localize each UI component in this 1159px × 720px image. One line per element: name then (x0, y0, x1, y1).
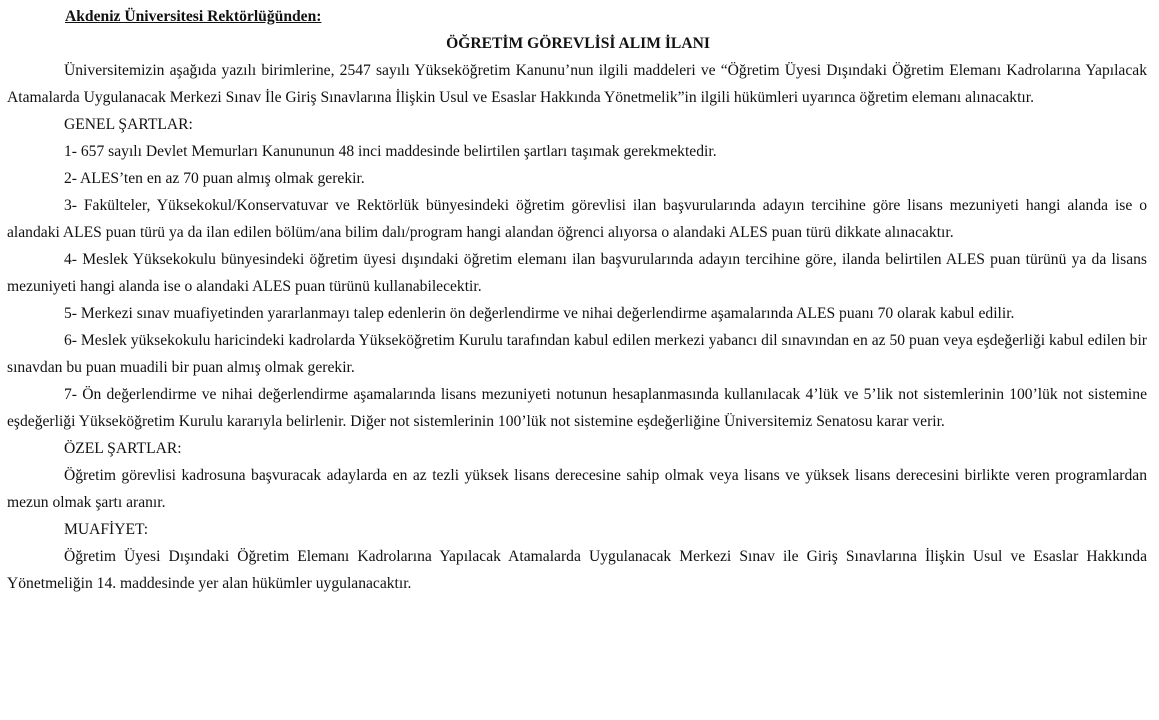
general-condition-5: 5- Merkezi sınav muafiyetinden yararlanmayı talep edenlerin ön değerlendirme ve nihai değerlendirme aşamalarında ALES puanı 70 olarak kabul edilir. (64, 305, 1015, 322)
general-conditions-heading: GENEL ŞARTLAR: (64, 116, 193, 133)
announcement-title: ÖĞRETİM GÖREVLİSİ ALIM İLANI (446, 35, 710, 52)
special-conditions-heading: ÖZEL ŞARTLAR: (64, 440, 182, 457)
general-condition-6: 6- Meslek yüksekokulu haricindeki kadrolarda Yükseköğretim Kurulu tarafından kabul edilen merkezi yabancı dil sınavından en az 50 puan veya eşdeğerliği kabul edilen bir sınavdan bu puan muadili bir puan almış olmak gerekir. (7, 332, 1147, 376)
general-condition-3: 3- Fakülteler, Yüksekokul/Konservatuvar ve Rektörlük bünyesindeki öğretim görevlisi ilan başvurularında adayın tercihine göre lisans mezuniyeti hangi alanda ise o alandaki ALES puan türü ya da ilan edilen bölüm/ana bilim dalı/program hangi alandan öğrenci alıyorsa o alandaki ALES puan türü dikkate alınacaktır. (7, 197, 1147, 241)
special-conditions-text: Öğretim görevlisi kadrosuna başvuracak adaylarda en az tezli yüksek lisans derecesine sahip olmak veya lisans ve yüksek lisans derecesini birlikte veren programlardan mezun olmak şartı aranır. (7, 467, 1147, 511)
general-condition-1: 1- 657 sayılı Devlet Memurları Kanununun 48 inci maddesinde belirtilen şartları taşımak gerekmektedir. (64, 143, 717, 160)
general-condition-7: 7- Ön değerlendirme ve nihai değerlendirme aşamalarında lisans mezuniyeti notunun hesaplanmasında kullanılacak 4’lük ve 5’lik not sistemlerinin 100’lük not sistemine eşdeğerliği Yükseköğretim Kurulu kararıyla belirlenir. Diğer not sistemlerinin 100’lük not sistemine eşdeğerliğine Üniversitemiz Senatosu karar verir. (7, 386, 1147, 430)
issuer-heading: Akdeniz Üniversitesi Rektörlüğünden: (65, 8, 322, 25)
general-condition-2: 2- ALES’ten en az 70 puan almış olmak gerekir. (64, 170, 365, 187)
exemption-heading: MUAFİYET: (64, 521, 149, 538)
general-condition-4: 4- Meslek Yüksekokulu bünyesindeki öğretim üyesi dışındaki öğretim elemanı ilan başvurularında adayın tercihine göre, ilanda belirtilen ALES puan türünü ya da lisans mezuniyeti hangi alanda ise o alandaki ALES puan türünü kullanabilecektir. (7, 251, 1147, 295)
intro-paragraph: Üniversitemizin aşağıda yazılı birimlerine, 2547 sayılı Yükseköğretim Kanunu’nun ilgili maddeleri ve “Öğretim Üyesi Dışındaki Öğretim Elemanı Kadrolarına Yapılacak Atamalarda Uygulanacak Merkezi Sınav İle Giriş Sınavlarına İlişkin Usul ve Esaslar Hakkında Yönetmelik”in ilgili hükümleri uyarınca öğretim elemanı alınacaktır. (7, 62, 1147, 106)
exemption-text: Öğretim Üyesi Dışındaki Öğretim Elemanı Kadrolarına Yapılacak Atamalarda Uygulanacak Merkezi Sınav ile Giriş Sınavlarına İlişkin Usul ve Esaslar Hakkında Yönetmeliğin 14. maddesinde yer alan hükümler uygulanacaktır. (7, 548, 1147, 592)
